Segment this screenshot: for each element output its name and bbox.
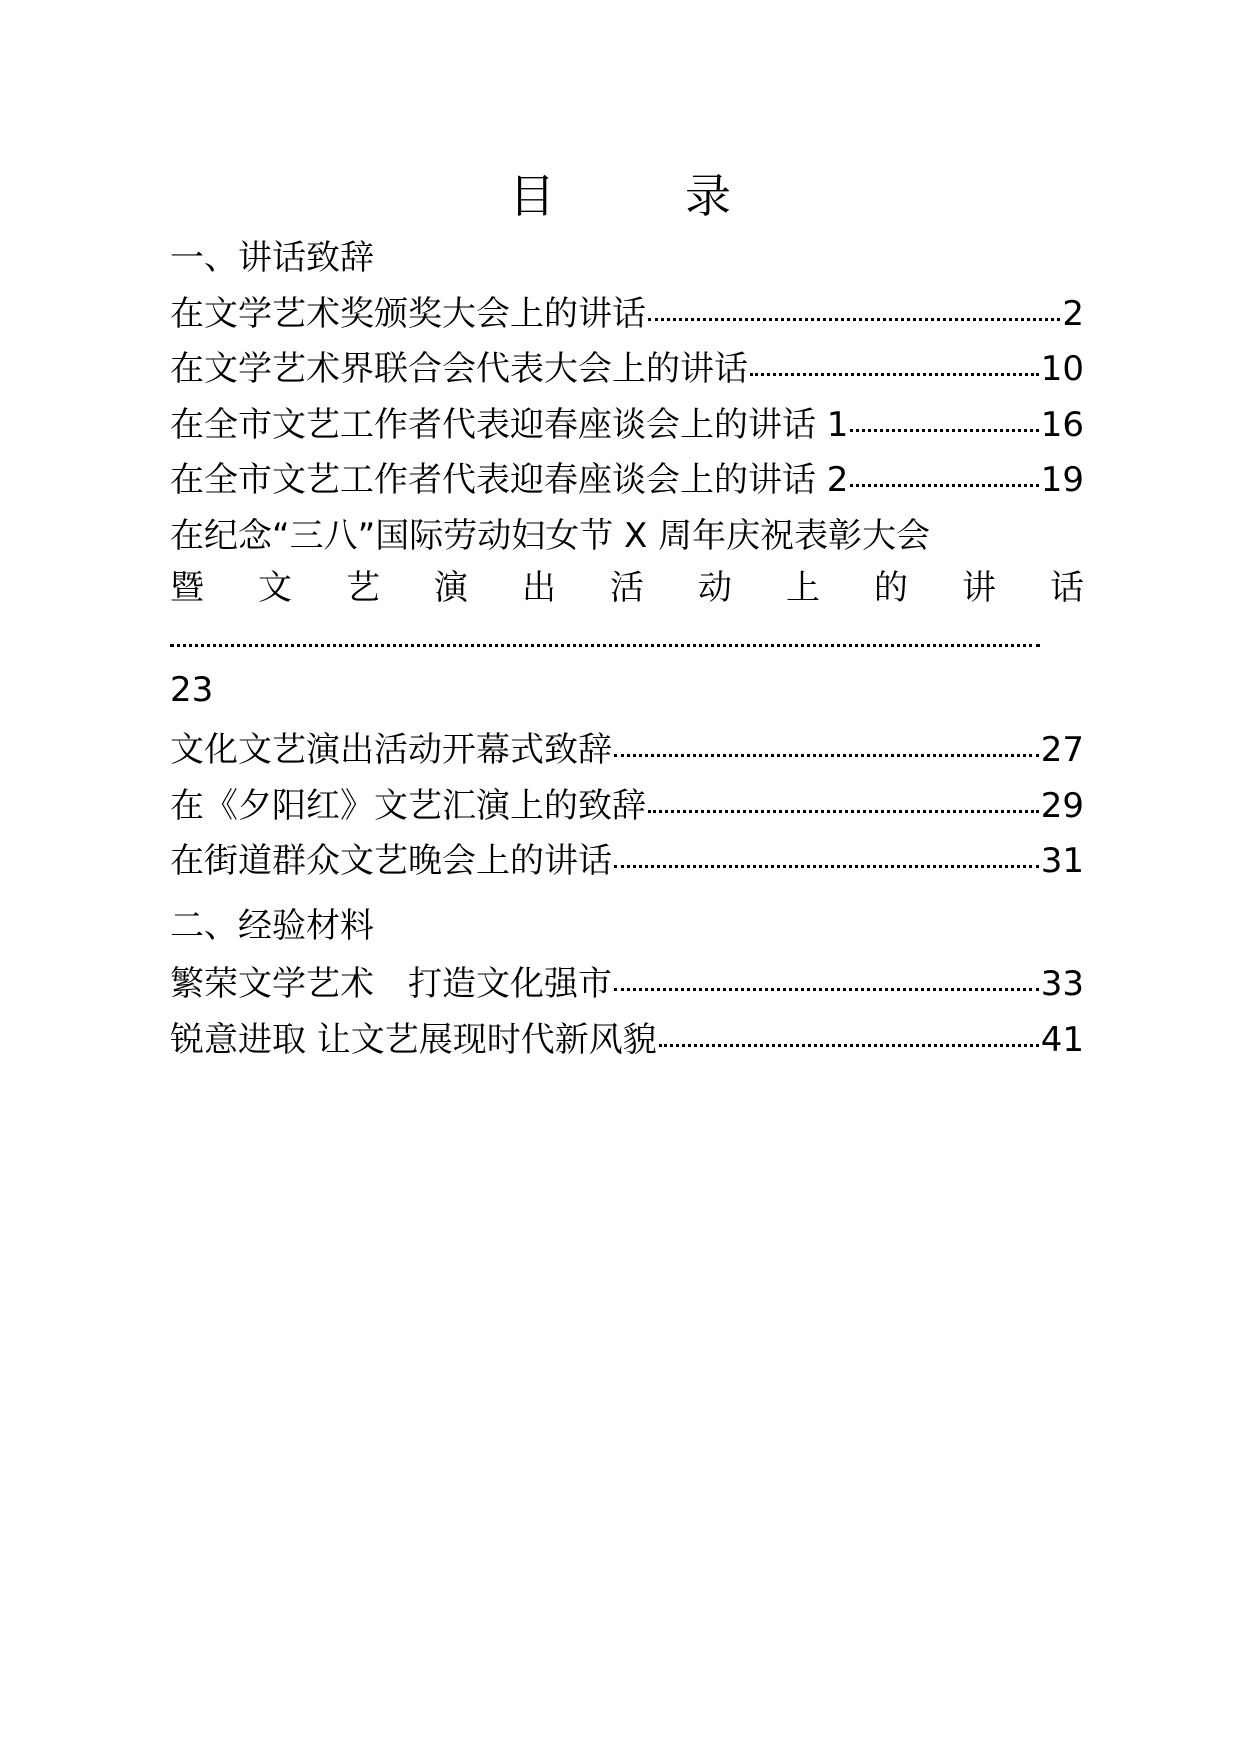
toc-entry-page: 23 [170,670,214,710]
title-char: 话 [1050,568,1084,608]
toc-entry-page: 41 [1040,1020,1084,1060]
toc-entry[interactable] [170,458,1084,502]
title-char: 的 [874,568,908,608]
dot-leader [170,644,1040,647]
toc-entry-title: 在街道群众文艺晚会上的讲话 [170,841,612,881]
section-heading-experience: 二、经验材料 [170,906,374,946]
toc-entry[interactable] [170,292,1084,336]
toc-entry-page: 29 [1040,786,1084,826]
toc-entry[interactable] [170,784,1084,828]
title-char: 演 [434,568,468,608]
title-char: 活 [610,568,644,608]
dot-leader [850,429,1038,432]
dot-leader [850,484,1038,487]
title-char: 文 [258,568,292,608]
toc-entry-title-line1[interactable]: 在纪念“三八”国际劳动妇女节 X 周年庆祝表彰大会 [170,516,931,556]
title-char: 暨 [170,568,204,608]
toc-entry-title: 繁荣文学艺术 打造文化强市 [170,964,612,1004]
toc-entry-title: 在《夕阳红》文艺汇演上的致辞 [170,786,646,826]
toc-entry-title: 锐意进取 让文艺展现时代新风貌 [170,1020,657,1060]
toc-entry-page: 16 [1040,405,1084,445]
dot-leader [648,318,1060,321]
toc-entry[interactable] [170,403,1084,447]
toc-entry[interactable] [170,962,1084,1006]
toc-entry[interactable] [170,1018,1084,1062]
toc-entry-title-line2[interactable] [170,566,1084,610]
dot-leader [614,865,1039,868]
title-char: 上 [786,568,820,608]
toc-entry-title: 在全市文艺工作者代表迎春座谈会上的讲话 1 [170,405,849,445]
toc-title: 目 录 [509,169,773,223]
dot-leader [648,810,1039,813]
toc-entry-title: 在全市文艺工作者代表迎春座谈会上的讲话 2 [170,460,849,500]
dot-leader [659,1044,1039,1047]
toc-entry-page: 2 [1062,294,1084,334]
toc-entry-title: 在文学艺术界联合会代表大会上的讲话 [170,349,748,389]
section-heading-speeches: 一、讲话致辞 [170,238,374,278]
toc-entry-title: 文化文艺演出活动开幕式致辞 [170,730,612,770]
title-char: 动 [698,568,732,608]
toc-entry-title: 在文学艺术奖颁奖大会上的讲话 [170,294,646,334]
toc-entry-page: 33 [1040,964,1084,1004]
toc-entry-page: 19 [1040,460,1084,500]
dot-leader [614,754,1039,757]
toc-entry-page: 27 [1040,730,1084,770]
dot-leader [750,373,1039,376]
toc-entry[interactable] [170,728,1084,772]
toc-entry[interactable] [170,347,1084,391]
title-char: 讲 [962,568,996,608]
toc-entry[interactable] [170,839,1084,883]
dot-leader [614,988,1039,991]
title-char: 出 [522,568,556,608]
title-char: 艺 [346,568,380,608]
toc-entry-page: 10 [1040,349,1084,389]
toc-entry-page: 31 [1040,841,1084,881]
